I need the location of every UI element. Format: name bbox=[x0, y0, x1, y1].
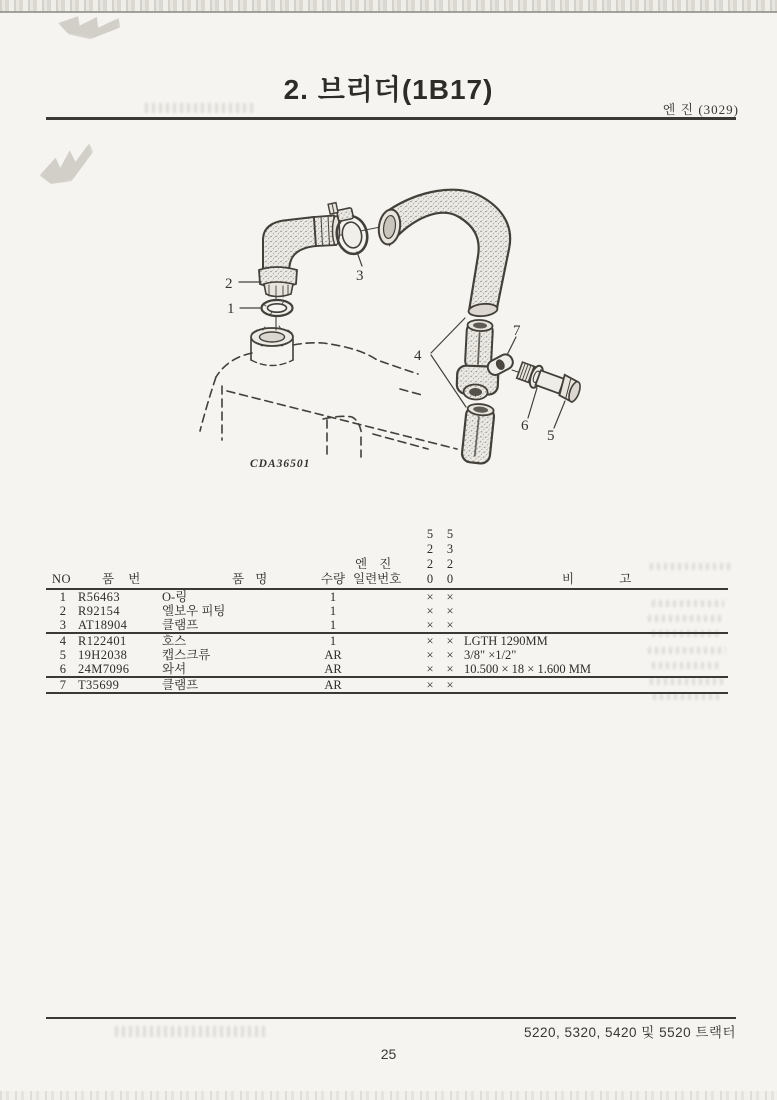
cell-model-5320: × bbox=[446, 618, 454, 632]
cell-model-5220: × bbox=[426, 634, 434, 648]
cell-part-no: R56463 bbox=[78, 590, 120, 604]
col-header-serial bbox=[353, 557, 420, 587]
col-header-engine: 엔 진 bbox=[355, 557, 392, 571]
callout-7: 7 bbox=[513, 323, 521, 339]
cell-no: 2 bbox=[59, 604, 66, 618]
cell-part-no: R92154 bbox=[78, 604, 120, 618]
bleedthrough-ghost bbox=[653, 693, 719, 700]
cell-serial-spacer bbox=[353, 648, 420, 662]
cell-model-5320: × bbox=[446, 634, 454, 648]
cell-remarks: 3/8" ×1/2" bbox=[464, 648, 517, 662]
callout-3: 3 bbox=[356, 268, 364, 284]
cell-remarks bbox=[460, 590, 728, 604]
cell-remarks bbox=[460, 604, 728, 618]
col-header-part-no: 품 번 bbox=[102, 572, 141, 586]
cell-qty: 1 bbox=[329, 618, 337, 632]
filler-neck bbox=[251, 326, 293, 366]
col-header-part-name: 품 명 bbox=[232, 572, 268, 586]
model-column-5220: 5 2 2 0 bbox=[426, 527, 434, 586]
col-header-serial-no: 일련번호 bbox=[353, 572, 402, 586]
table-row bbox=[46, 590, 728, 604]
table-row bbox=[46, 604, 728, 618]
cell-remarks bbox=[460, 618, 728, 632]
cell-serial-spacer bbox=[353, 604, 420, 618]
cell-no: 4 bbox=[59, 634, 66, 648]
cell-qty: AR bbox=[324, 648, 342, 662]
cell-part-name: 호스 bbox=[162, 634, 187, 648]
scan-edge-line bbox=[0, 11, 777, 13]
cell-model-5220: × bbox=[426, 590, 434, 604]
col-header-no: NO bbox=[52, 572, 72, 586]
cell-part-no: 24M7096 bbox=[78, 662, 130, 676]
parts-table bbox=[46, 527, 728, 694]
cell-remarks: 10.500 × 18 × 1.600 MM bbox=[464, 662, 591, 676]
o-ring bbox=[262, 300, 293, 316]
table-row bbox=[46, 648, 728, 662]
table-row bbox=[46, 678, 728, 694]
cell-qty: 1 bbox=[329, 634, 337, 648]
footer-models: 5220, 5320, 5420 및 5520 트랙터 bbox=[523, 1025, 736, 1040]
cell-part-name: 캡스크류 bbox=[162, 648, 211, 662]
cell-model-5320: × bbox=[446, 662, 454, 676]
cell-no: 1 bbox=[59, 590, 66, 604]
elbow-fitting bbox=[259, 216, 340, 298]
cell-model-5220: × bbox=[426, 662, 434, 676]
cell-qty: AR bbox=[324, 662, 342, 676]
cell-serial-spacer bbox=[353, 590, 420, 604]
figure-code-label: CDA36501 bbox=[250, 458, 311, 470]
cell-no: 6 bbox=[59, 662, 66, 676]
parts-diagram bbox=[60, 140, 640, 485]
cell-serial-spacer bbox=[353, 618, 420, 632]
connector-pipe-lower bbox=[461, 403, 495, 465]
bleedthrough-ghost bbox=[115, 1026, 265, 1037]
callout-1: 1 bbox=[227, 301, 235, 317]
engine-label: 엔 진 (3029) bbox=[662, 102, 739, 117]
model-column-5320: 5 3 2 0 bbox=[446, 527, 454, 586]
cell-part-name: 와셔 bbox=[162, 662, 187, 676]
callout-2: 2 bbox=[225, 276, 233, 292]
table-row bbox=[46, 662, 728, 678]
cell-part-name: O-링 bbox=[162, 590, 188, 604]
cell-model-5320: × bbox=[446, 678, 454, 692]
header-rule bbox=[46, 117, 736, 120]
cell-model-5220: × bbox=[426, 618, 434, 632]
footer-rule bbox=[46, 1017, 736, 1019]
page-title: 2. 브리더(1B17) bbox=[283, 74, 494, 105]
cell-part-name: 클램프 bbox=[162, 618, 199, 632]
cell-model-5320: × bbox=[446, 648, 454, 662]
cell-model-5220: × bbox=[426, 678, 434, 692]
breather-hose bbox=[377, 190, 510, 318]
cell-no: 5 bbox=[59, 648, 66, 662]
cell-no: 7 bbox=[59, 678, 66, 692]
cell-model-5320: × bbox=[446, 604, 454, 618]
callout-5: 5 bbox=[547, 428, 555, 444]
cell-serial-spacer bbox=[353, 662, 420, 676]
cell-remarks bbox=[460, 678, 728, 692]
cell-model-5220: × bbox=[426, 604, 434, 618]
cell-part-no: 19H2038 bbox=[78, 648, 128, 662]
cell-qty: 1 bbox=[329, 604, 337, 618]
cell-qty: AR bbox=[324, 678, 342, 692]
cell-model-5220: × bbox=[426, 648, 434, 662]
cell-no: 3 bbox=[59, 618, 66, 632]
table-row bbox=[46, 634, 728, 648]
col-header-remarks: 비 고 bbox=[562, 572, 632, 586]
cell-part-no: R122401 bbox=[78, 634, 127, 648]
scan-edge-band bbox=[0, 1091, 777, 1100]
cell-model-5320: × bbox=[446, 590, 454, 604]
table-body bbox=[46, 590, 728, 694]
table-row bbox=[46, 618, 728, 634]
cell-part-no: T35699 bbox=[78, 678, 120, 692]
cap-screw-and-washer bbox=[515, 360, 583, 403]
scan-smudge bbox=[56, 8, 122, 44]
table-header bbox=[46, 527, 728, 590]
callout-4: 4 bbox=[414, 348, 422, 364]
cell-remarks: LGTH 1290MM bbox=[464, 634, 548, 648]
cell-part-name: 엘보우 피팅 bbox=[162, 604, 226, 618]
cell-serial-spacer bbox=[353, 678, 420, 692]
cell-part-no: AT18904 bbox=[78, 618, 128, 632]
cell-qty: 1 bbox=[329, 590, 337, 604]
cell-serial-spacer bbox=[353, 634, 420, 648]
page-number: 25 bbox=[380, 1046, 397, 1062]
callout-6: 6 bbox=[521, 418, 529, 434]
cell-part-name: 클램프 bbox=[162, 678, 199, 692]
col-header-qty: 수량 bbox=[320, 572, 346, 586]
